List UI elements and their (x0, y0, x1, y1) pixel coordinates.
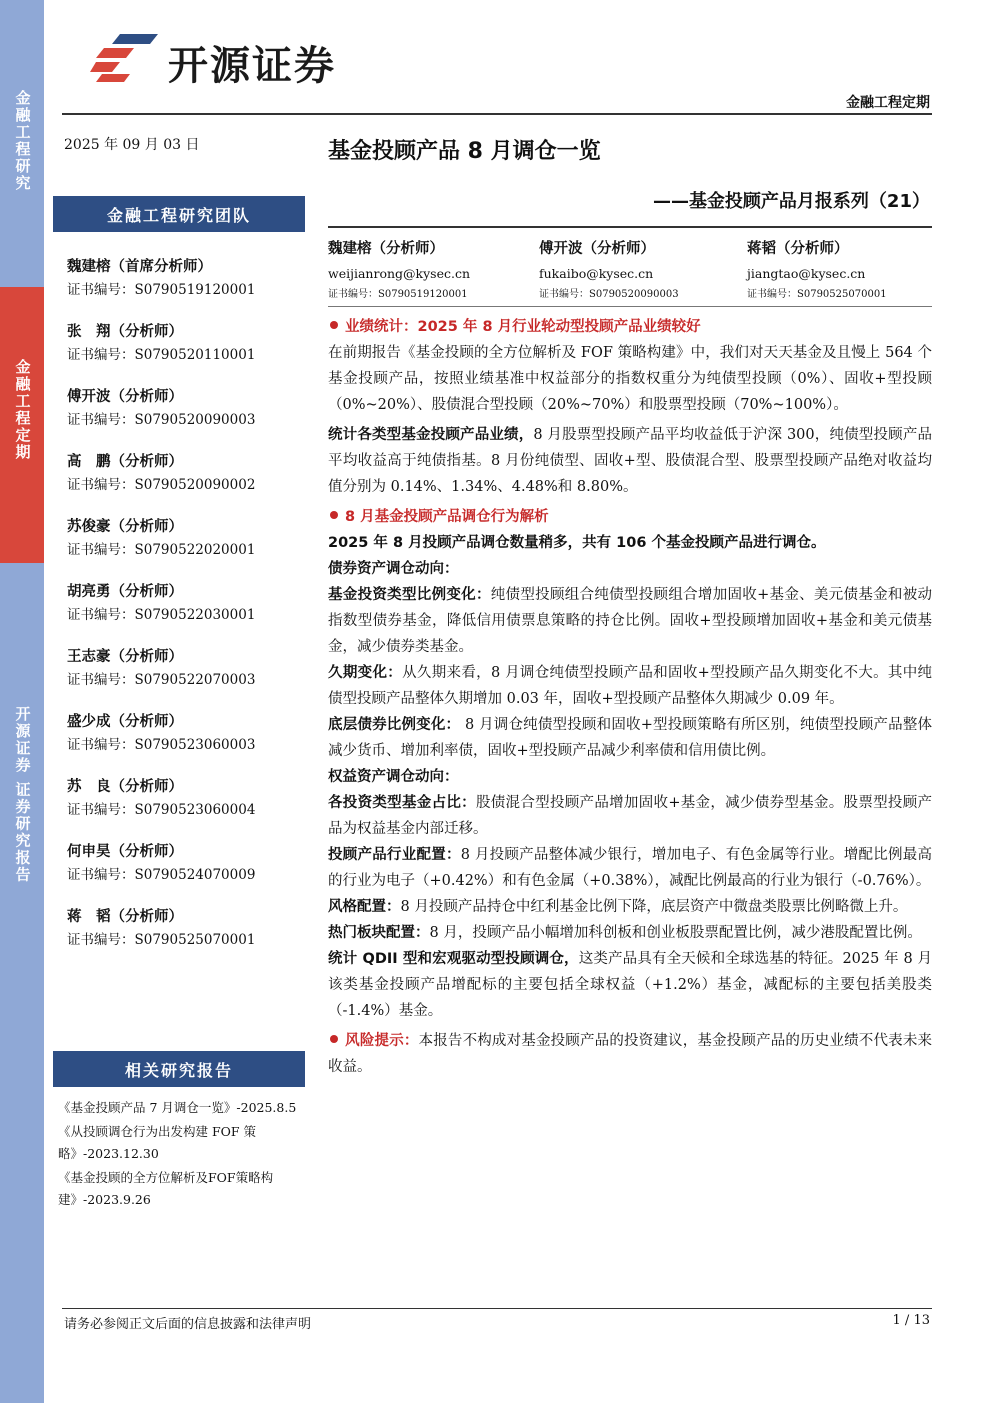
header-divider (62, 113, 932, 115)
side-band-label-research: 金融工程研究 (13, 90, 32, 192)
member-cert: 证书编号：S0790520110001 (67, 347, 256, 363)
author-email[interactable]: fukaibo@kysec.cn (539, 266, 654, 281)
paragraph-lead: 基金投资类型比例变化： (328, 587, 491, 603)
author-card (747, 238, 947, 302)
author-email[interactable]: weijianrong@kysec.cn (328, 266, 470, 281)
side-band-label-periodic: 金融工程定期 (13, 359, 32, 461)
team-member (67, 516, 307, 581)
footer-disclaimer: 请务必参阅正文后面的信息披露和法律声明 (64, 1317, 312, 1332)
paragraph (328, 582, 932, 660)
section-heading-performance (328, 314, 932, 340)
logo-mark-icon (90, 32, 162, 84)
risk-warning (328, 1028, 932, 1080)
risk-text: 本报告不构成对基金投顾产品的投资建议，基金投顾产品的历史业绩不代表未来收益。 (328, 1033, 933, 1075)
side-band-label-brand: 开源证券 证券研究报告 (13, 706, 32, 884)
author-cert: 证书编号：S0790520090003 (539, 289, 679, 300)
member-name: 胡亮勇（分析师） (67, 584, 183, 600)
team-member (67, 711, 307, 776)
report-body (328, 314, 932, 1080)
paragraph-text: 从久期来看，8 月调仓纯债型投顾产品和固收+型投顾产品久期变化不大。其中纯债型投顾产品整体久期增加 0.03 年，固收+型投顾产品整体久期减少 0.09 年。 (328, 665, 933, 707)
bullet-dot-icon (330, 511, 338, 519)
author-card (539, 238, 739, 302)
risk-label: 风险提示： (345, 1033, 419, 1049)
team-banner: 金融工程研究团队 (53, 196, 305, 232)
subsection-heading-bond: 债券资产调仓动向： (328, 561, 459, 577)
team-member (67, 906, 307, 971)
member-name: 盛少成（分析师） (67, 714, 183, 730)
member-name: 魏建榕（首席分析师） (67, 259, 212, 275)
related-reports-banner: 相关研究报告 (53, 1051, 305, 1087)
paragraph-lead: 统计各类型基金投顾产品业绩， (328, 427, 534, 443)
member-name: 苏俊豪（分析师） (67, 519, 183, 535)
paragraph (328, 422, 932, 500)
team-member (67, 321, 307, 386)
member-name: 张 翔（分析师） (67, 324, 183, 340)
member-cert: 证书编号：S0790519120001 (67, 282, 256, 298)
section-heading-text: 8 月基金投顾产品调仓行为解析 (345, 509, 549, 525)
paragraph-text: 纯债型投顾组合纯债型投顾组合增加固收+基金、美元债基金和被动指数型债券基金，降低信用债票息策略的持仓比例。固收+型投顾增加固收+基金和美元债基金，减少债券类基金。 (328, 587, 932, 655)
member-cert: 证书编号：S0790520090003 (67, 412, 256, 428)
team-member (67, 581, 307, 646)
paragraph-text: 8 月，投顾产品小幅增加科创板和创业板股票配置比例，减少港股配置比例。 (429, 925, 922, 941)
member-name: 蒋 韬（分析师） (67, 909, 183, 925)
author-name: 蒋韬（分析师） (747, 241, 849, 257)
paragraph-text: 8 月调仓纯债型投顾和固收+型投顾策略有所区别，纯债型投顾产品整体减少货币、增加利率债，固收+型投顾产品减少利率债和信用债比例。 (328, 717, 933, 759)
member-cert: 证书编号：S0790522030001 (67, 607, 256, 623)
member-name: 傅开波（分析师） (67, 389, 183, 405)
report-subtitle: ——基金投顾产品月报系列（21） (652, 191, 930, 212)
member-cert: 证书编号：S0790523060004 (67, 802, 256, 818)
team-member (67, 841, 307, 906)
paragraph-text: 这类产品具有全天候和全球选基的特征。2025 年 8 月该类基金投顾产品增配标的主要包括全球权益（+1.2%）基金，减配标的主要包括美股类（-1.4%）基金。 (328, 951, 933, 1019)
side-band-research (0, 0, 44, 287)
brand-name: 开源证券 (168, 43, 336, 89)
member-name: 王志豪（分析师） (67, 649, 183, 665)
bullet-dot-icon (330, 321, 338, 329)
footer-divider (62, 1308, 932, 1309)
report-title: 基金投顾产品 8 月调仓一览 (328, 139, 601, 164)
side-band (0, 0, 44, 1403)
member-cert: 证书编号：S0790520090002 (67, 477, 256, 493)
paragraph (328, 842, 932, 894)
team-member (67, 451, 307, 516)
member-cert: 证书编号：S0790522020001 (67, 542, 256, 558)
member-cert: 证书编号：S0790525070001 (67, 932, 256, 948)
paragraph-text: 股债混合型投顾产品增加固收+基金，减少债券型基金。股票型投顾产品为权益基金内部迁移。 (328, 795, 932, 837)
paragraph (328, 894, 932, 920)
paragraph (328, 660, 932, 712)
paragraph: 在前期报告《基金投顾的全方位解析及 FOF 策略构建》中，我们对天天基金及且慢上 564 个基金投顾产品，按照业绩基准中权益部分的指数权重分为纯债型投顾（0%）、固收+型投顾（0%~20%）、股债混合型投顾（20%~70%）和股票型投顾（70%~100%）。 (328, 345, 932, 413)
team-member (67, 386, 307, 451)
section-heading-text: 业绩统计：2025 年 8 月行业轮动型投顾产品业绩较好 (345, 319, 701, 335)
related-reports-list (58, 1097, 308, 1213)
brand-logo (90, 26, 390, 89)
author-name: 魏建榕（分析师） (328, 241, 444, 257)
member-cert: 证书编号：S0790522070003 (67, 672, 256, 688)
paragraph-lead: 统计 QDII 型和宏观驱动型投顾调仓， (328, 951, 579, 967)
team-member (67, 776, 307, 841)
member-name: 何申昊（分析师） (67, 844, 183, 860)
member-name: 高 鹏（分析师） (67, 454, 183, 470)
related-report-link[interactable]: 《基金投顾的全方位解析及FOF策略构建》-2023.9.26 (58, 1170, 274, 1207)
member-cert: 证书编号：S0790523060003 (67, 737, 256, 753)
team-member (67, 646, 307, 711)
page-number: 1 / 13 (892, 1313, 930, 1328)
report-category: 金融工程定期 (846, 95, 930, 111)
author-name: 傅开波（分析师） (539, 241, 655, 257)
paragraph (328, 712, 932, 764)
side-band-brand (0, 563, 44, 1403)
author-divider (328, 306, 932, 307)
author-card (328, 238, 528, 302)
paragraph-lead: 热门板块配置： (328, 925, 430, 941)
paragraph-lead: 投顾产品行业配置： (328, 847, 461, 863)
paragraph-lead: 各投资类型基金占比： (328, 795, 476, 811)
paragraph (328, 946, 932, 1024)
author-cert: 证书编号：S0790525070001 (747, 289, 887, 300)
paragraph (328, 920, 932, 946)
side-band-periodic (0, 287, 44, 563)
team-member (67, 256, 307, 321)
author-block (328, 238, 932, 308)
related-report-link[interactable]: 《从投顾调仓行为出发构建 FOF 策略》-2023.12.30 (58, 1124, 257, 1161)
paragraph-lead: 底层债券比例变化： (328, 717, 461, 733)
section-heading-rebalance (328, 504, 932, 530)
team-list (67, 256, 307, 971)
related-report-link[interactable]: 《基金投顾产品 7 月调仓一览》-2025.8.5 (58, 1100, 297, 1115)
author-cert: 证书编号：S0790519120001 (328, 289, 468, 300)
author-email[interactable]: jiangtao@kysec.cn (747, 266, 866, 281)
bullet-dot-icon (330, 1035, 338, 1043)
paragraph-text: 8 月投顾产品持仓中红利基金比例下降，底层资产中微盘类股票比例略微上升。 (400, 899, 908, 915)
paragraph-lead: 风格配置： (328, 899, 401, 915)
paragraph-text: 8 月投顾产品整体减少银行，增加电子、有色金属等行业。增配比例最高的行业为电子（+0.42%）和有色金属（+0.38%），减配比例最高的行业为银行（-0.76%）。 (328, 847, 932, 889)
section-lead: 2025 年 8 月投顾产品调仓数量稍多，共有 106 个基金投顾产品进行调仓。 (328, 535, 826, 551)
paragraph-text: 8 月股票型投顾产品平均收益低于沪深 300，纯债型投顾产品平均收益高于纯债指基。8 月份纯债型、固收+型、股债混合型、股票型投顾产品绝对收益均值分别为 0.14%、1.34%、4.48%和 8.80%。 (328, 427, 932, 495)
title-divider (328, 226, 932, 228)
subsection-heading-equity: 权益资产调仓动向： (328, 769, 459, 785)
member-name: 苏 良（分析师） (67, 779, 183, 795)
member-cert: 证书编号：S0790524070009 (67, 867, 256, 883)
paragraph (328, 790, 932, 842)
paragraph-lead: 久期变化： (328, 665, 403, 681)
report-date: 2025 年 09 月 03 日 (64, 137, 200, 153)
